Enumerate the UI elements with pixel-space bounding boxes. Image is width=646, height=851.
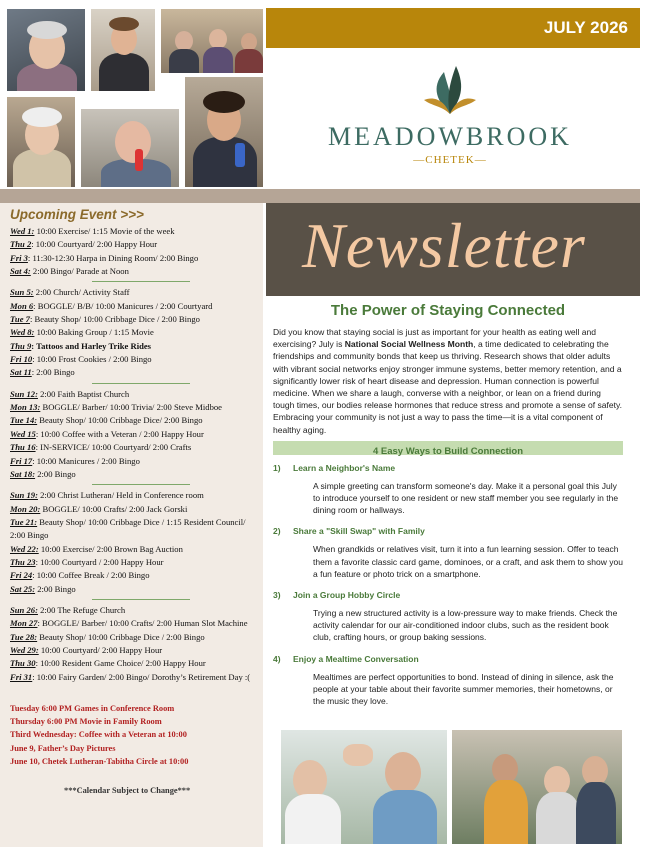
note-item: June 10, Chetek Lutheran-Tabitha Circle at 10:00 xyxy=(10,756,189,766)
event-text: : 10:00 Courtyard / 2:00 Happy Hour xyxy=(35,556,164,567)
event-text: 2:00 Bingo xyxy=(35,468,76,479)
event-date: Sun 19: xyxy=(10,490,38,501)
event-text: 10:00 Baking Group / 1:15 Movie xyxy=(34,327,154,338)
event-date: Sat 25: xyxy=(10,583,36,594)
event-row xyxy=(10,366,263,379)
event-text: : 11:30-12:30 Harpa in Dining Room/ 2:00 Bingo xyxy=(27,252,199,263)
event-row xyxy=(10,556,263,569)
step-number: 4) xyxy=(273,653,281,664)
event-date: Thu 2 xyxy=(10,239,32,250)
event-text: Beauty Shop/ 10:00 Cribbage Dice / 2:00 Bingo xyxy=(37,631,205,642)
event-date: Wed 15 xyxy=(10,428,36,439)
month-banner xyxy=(266,8,640,48)
step-title: Learn a Neighbor's Name xyxy=(293,462,396,473)
logo-name: MEADOWBROOK xyxy=(328,122,572,151)
event-row xyxy=(10,455,263,468)
event-row xyxy=(10,543,263,556)
week-divider xyxy=(92,484,190,485)
event-row xyxy=(10,238,263,251)
event-row xyxy=(10,252,263,265)
note-item: Tuesday 6:00 PM Games in Conference Room xyxy=(10,704,175,713)
event-text: 2:00 The Refuge Church xyxy=(37,604,126,615)
event-date: Tue 7 xyxy=(10,314,30,325)
event-row xyxy=(10,657,263,670)
intro-text-2: , a time dedicated to celebrating the friendships and community bonds that keep us thriving. Research shows that older adults with vibrant social networks enjoy stronger immune systems, better memory retention, and a significantly lower risk of heart disease and depression. Human connection is powerful medicine. When we share a laugh, converse with a neighbor, or lean on a friend during tough times, our bodies release hormones that reduce stress and promote a sense of safety. Embracing your community is not just a way to pass the time—it is a vital component of healthy aging. xyxy=(273,339,623,435)
event-date: Thu 23 xyxy=(10,556,36,567)
newsletter-title: Newsletter xyxy=(302,210,586,281)
event-date: Mon 27 xyxy=(10,618,38,629)
week-divider xyxy=(92,281,190,282)
event-text: 2:00 Bingo/ Parade at Noon xyxy=(30,266,129,277)
event-text: 2:00 Faith Baptist Church xyxy=(37,388,130,399)
note-item: Thursday 6:00 PM Movie in Family Room xyxy=(10,717,162,727)
event-date: Fri 10 xyxy=(10,354,33,365)
staff-with-popsicle-photo xyxy=(184,76,264,188)
newsletter-banner xyxy=(266,203,640,296)
step-item xyxy=(273,526,623,580)
event-date: Sat 11 xyxy=(10,367,32,378)
event-text: : 10:00 Coffee Break / 2:00 Bingo xyxy=(32,570,150,581)
ways-heading-bar xyxy=(273,441,623,455)
event-text: 10:00 Courtyard/ 2:00 Happy Hour xyxy=(38,644,163,655)
event-date: Sat 4: xyxy=(10,266,31,277)
event-text: 2:00 Bingo xyxy=(35,583,76,594)
event-text: : 10:00 Resident Game Choice/ 2:00 Happy Hour xyxy=(35,658,206,669)
event-text: 2:00 Church/ Activity Staff xyxy=(33,287,130,298)
article-intro xyxy=(273,326,623,436)
event-row xyxy=(10,441,263,454)
step-text: Trying a new structured activity is a low-pressure way to make friends. Check the activity calendar for our air-conditioned indoor clubs, such as the resident book club, crafting hours, or group baking sessions. xyxy=(313,608,618,643)
event-row xyxy=(10,631,263,644)
event-row xyxy=(10,225,263,238)
step-heading xyxy=(273,526,623,537)
note-item: Third Wednesday: Coffee with a Veteran at 10:00 xyxy=(10,730,187,740)
step-text: A simple greeting can transform someone's day. Make it a personal goal this July to introduce yourself to one resident or new staff member you see regularly in the dining room or hallways. xyxy=(313,480,619,516)
event-row xyxy=(10,340,263,353)
step-text: Mealtimes are perfect opportunities to bond. Instead of dining in silence, ask the people at your table about their favorite summer memories, their hometowns, or the music they love. xyxy=(313,671,614,707)
step-item xyxy=(273,653,623,708)
event-row xyxy=(10,286,263,299)
event-row xyxy=(10,401,263,414)
event-date: Fri 17 xyxy=(10,455,33,466)
event-text: BOGGLE/ 10:00 Crafts/ 2:00 Jack Gorski xyxy=(40,503,188,514)
step-item xyxy=(273,590,623,644)
event-date: Tue 28: xyxy=(10,631,38,642)
article-title: The Power of Staying Connected xyxy=(330,302,566,319)
logo-subtitle: —CHETEK— xyxy=(413,154,487,166)
step-title: Enjoy a Mealtime Conversation xyxy=(293,653,419,664)
event-text: BOGGLE/ Barber/ 10:00 Trivia/ 2:00 Steve Midboe xyxy=(40,402,222,413)
step-number: 2) xyxy=(273,526,281,537)
intro-text-1: Did you know that staying social is just as important for your health as eating well and exercising? July is xyxy=(273,327,597,350)
event-row xyxy=(10,604,263,617)
event-text: 10:00 Exercise/ 2:00 Brown Bag Auction xyxy=(38,543,183,554)
event-text: 10:00 Exercise/ 1:15 Movie of the week xyxy=(34,226,175,236)
step-title: Join a Group Hobby Circle xyxy=(293,590,401,601)
event-row xyxy=(10,353,263,366)
event-date: Wed 29: xyxy=(10,644,39,655)
event-text: : 10:00 Manicures / 2:00 Bingo xyxy=(32,455,140,466)
event-row xyxy=(10,414,263,427)
event-row xyxy=(10,583,263,596)
step-number: 1) xyxy=(273,462,281,473)
event-row xyxy=(10,300,263,313)
event-date: Mon 20: xyxy=(10,503,41,514)
step-text: When grandkids or relatives visit, turn it into a fun learning session. Offer to teach them a favorite classic card game, dominoes, or a craft, and ask them to show you a fun feature or photo trick on a smartphone. xyxy=(313,544,623,579)
leaf-logo-icon xyxy=(420,62,480,116)
event-row xyxy=(10,516,260,543)
event-text: Beauty Shop/ 10:00 Cribbage Dice/ 2:00 Bingo xyxy=(37,415,203,426)
resident-with-ice-cream-photo xyxy=(6,96,76,188)
event-date: Fri 31 xyxy=(10,671,33,682)
events-list xyxy=(10,225,263,684)
event-date: Sun 26: xyxy=(10,604,38,615)
article xyxy=(273,302,623,717)
event-row xyxy=(10,617,263,630)
recurring-notes xyxy=(10,702,263,768)
event-row xyxy=(10,503,263,516)
event-row xyxy=(10,468,263,481)
event-row xyxy=(10,388,263,401)
ways-heading: 4 Easy Ways to Build Connection xyxy=(372,445,524,457)
calendar-change-note: ***Calendar Subject to Change*** xyxy=(64,786,191,796)
event-date: Wed 22: xyxy=(10,543,39,554)
logo-sub-text: CHETEK xyxy=(425,154,475,166)
step-heading xyxy=(273,653,623,664)
event-date: Thu 30 xyxy=(10,658,36,669)
step-heading xyxy=(273,590,623,601)
note-item: June 9, Father’s Day Pictures xyxy=(10,743,116,753)
event-date: Mon 6 xyxy=(10,300,34,311)
event-row xyxy=(10,569,263,582)
event-date: Thu 16 xyxy=(10,442,36,453)
week-divider xyxy=(92,599,190,600)
facility-logo xyxy=(320,62,580,170)
event-date: Wed 1: xyxy=(10,226,35,236)
event-row xyxy=(10,265,263,278)
resident-with-popsicle-photo xyxy=(80,108,180,188)
intro-bold: National Social Wellness Month xyxy=(344,339,474,350)
event-text: Beauty Shop/ 10:00 Cribbage Dice / 1:15 Resident Council/ 2:00 Bingo xyxy=(10,516,246,541)
event-date: Fri 3 xyxy=(10,252,28,263)
event-text: : 2:00 Bingo xyxy=(31,367,75,378)
event-text: 2:00 Christ Lutheran/ Held in Conference room xyxy=(37,490,204,501)
event-date: Sun 5: xyxy=(10,287,34,298)
divider-strip xyxy=(0,189,640,203)
event-text: : IN-SERVICE/ 10:00 Courtyard/ 2:00 Crafts xyxy=(35,442,192,453)
events-title: Upcoming Event >>> xyxy=(10,207,144,222)
event-date: Thu 9 xyxy=(10,340,32,351)
event-row xyxy=(10,326,263,339)
resident-smiling-photo xyxy=(6,8,86,92)
week-divider xyxy=(92,383,190,384)
event-row xyxy=(10,428,263,441)
event-date: Tue 21: xyxy=(10,516,38,527)
event-date: Tue 14: xyxy=(10,415,38,426)
event-row xyxy=(10,644,263,657)
month-label: JULY 2026 xyxy=(543,18,628,37)
dining-room-group-photo xyxy=(160,8,264,74)
step-number: 3) xyxy=(273,590,281,601)
event-text: : BOGGLE/ Barber/ 10:00 Crafts/ 2:00 Human Slot Machine xyxy=(37,618,248,629)
event-row xyxy=(10,313,263,326)
event-date: Sat 18: xyxy=(10,468,36,479)
event-text: : 10:00 Coffee with a Veteran / 2:00 Happy Hour xyxy=(35,428,204,439)
event-text: : Beauty Shop/ 10:00 Cribbage Dice / 2:00 Bingo xyxy=(29,314,200,325)
event-row xyxy=(10,671,263,684)
event-row xyxy=(10,489,263,502)
event-date: Sun 12: xyxy=(10,388,38,399)
event-text: : 10:00 Courtyard/ 2:00 Happy Hour xyxy=(31,239,158,250)
friends-high-five-photo xyxy=(281,730,447,844)
step-item xyxy=(273,462,623,517)
event-text: : BOGGLE/ B/B/ 10:00 Manicures / 2:00 Courtyard xyxy=(33,300,213,311)
events-sidebar xyxy=(0,203,263,847)
event-date: Fri 24 xyxy=(10,570,33,581)
event-date: Wed 8: xyxy=(10,327,35,338)
event-text: : 10:00 Frost Cookies / 2:00 Bingo xyxy=(32,354,152,365)
step-title: Share a "Skill Swap" with Family xyxy=(293,526,425,537)
staff-member-photo xyxy=(90,8,156,92)
event-date: Mon 13: xyxy=(10,402,41,413)
family-gathering-photo xyxy=(452,730,622,844)
event-text: : 10:00 Fairy Garden/ 2:00 Bingo/ Dorothy’s Retirement Day :( xyxy=(32,671,251,682)
step-heading xyxy=(273,462,623,473)
event-text: : Tattoos and Harley Trike Rides xyxy=(31,340,152,351)
